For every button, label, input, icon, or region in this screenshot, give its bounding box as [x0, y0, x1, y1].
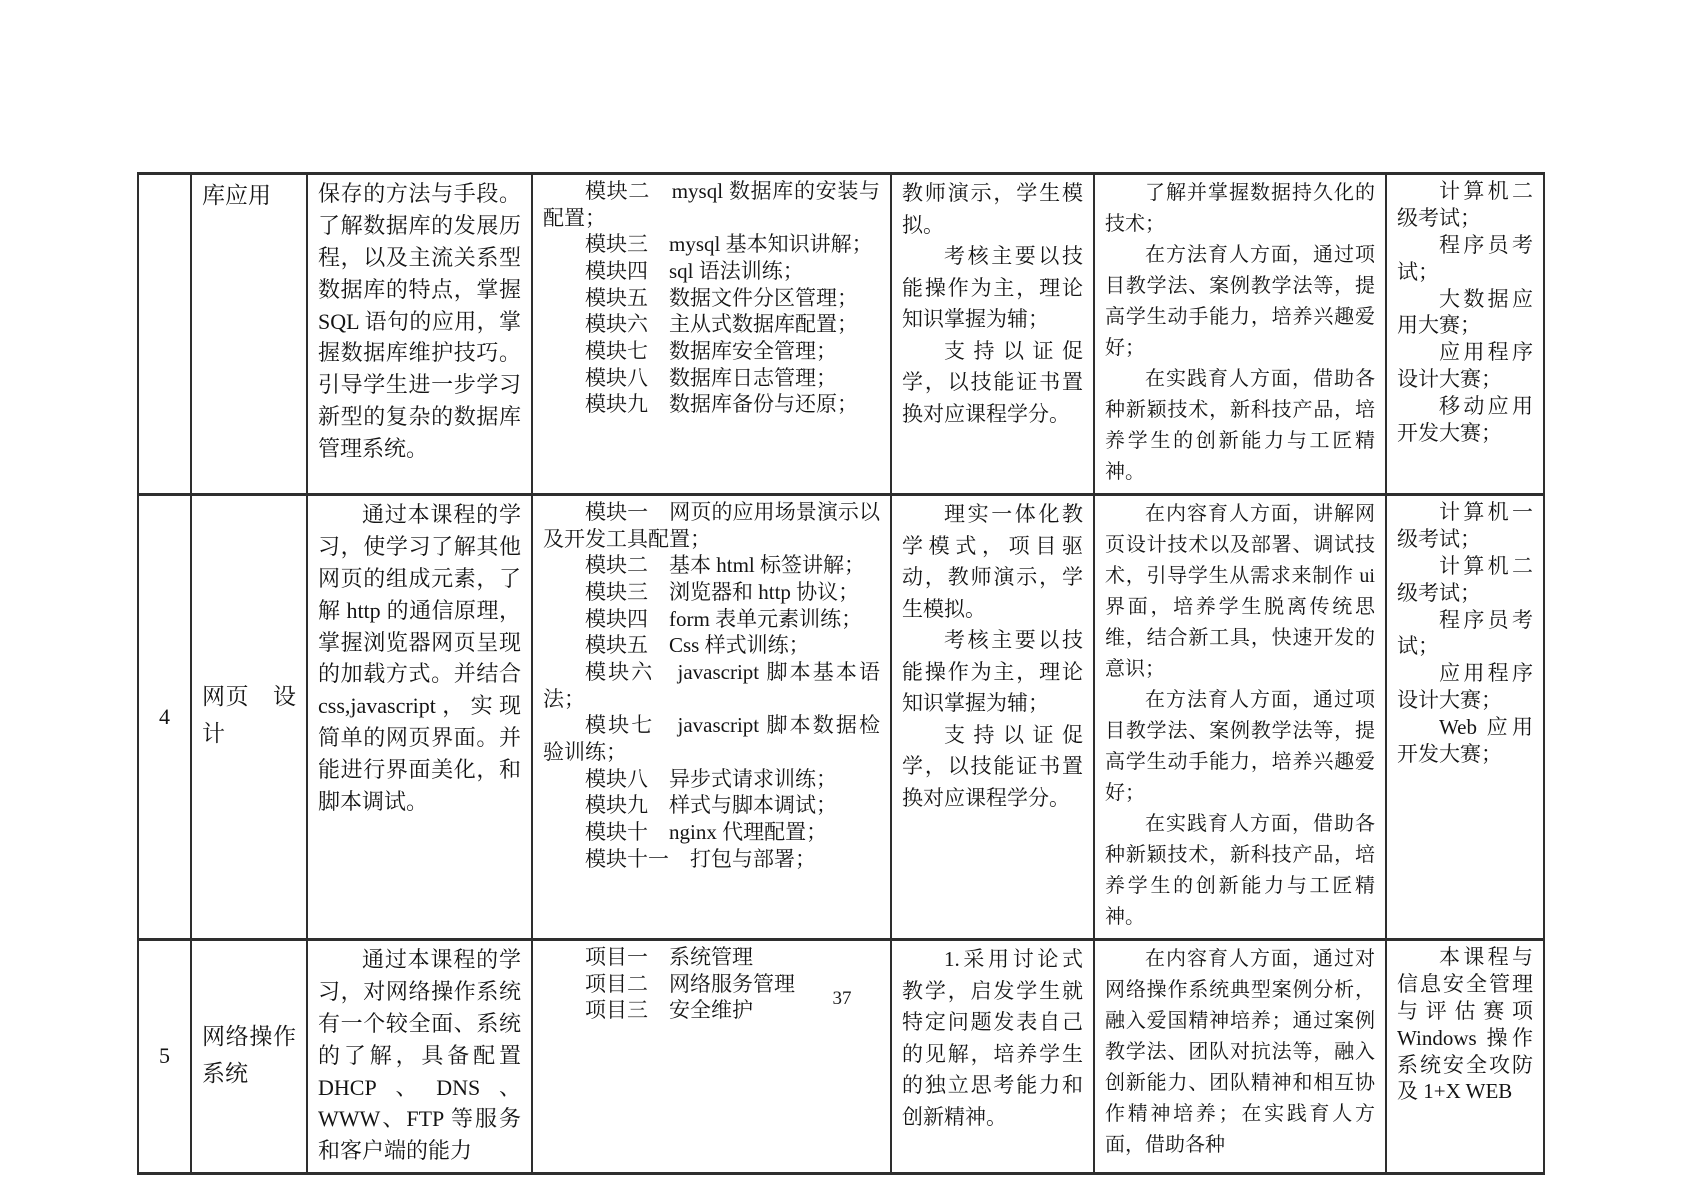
- paragraph: 理实一体化教学模式，项目驱动，教师演示，学生模拟。: [902, 502, 1083, 621]
- paragraph: 模块九 样式与脚本调试；: [585, 793, 837, 818]
- cell-description: [307, 940, 532, 1174]
- paragraph: 5: [159, 1043, 170, 1069]
- paragraph: 1.采用讨论式教学，启发学生就特定问题发表自己的见解，培养学生的独立思考能力和创新精神。: [902, 947, 1083, 1129]
- cell-exams-competitions: [1386, 495, 1544, 940]
- paragraph: 模块三 mysql 基本知识讲解；: [585, 232, 873, 257]
- cell-moral-education: [1094, 940, 1386, 1174]
- paragraph: 本课程与信息安全管理与评估赛项 Windows 操作系统安全攻防及 1+X WEB: [1397, 945, 1533, 1104]
- curriculum-table-body: [138, 174, 1544, 1174]
- paragraph: 移动应用开发大赛；: [1397, 394, 1533, 445]
- table-row: [138, 495, 1544, 940]
- curriculum-table: [137, 172, 1545, 1175]
- paragraph: 模块五 数据文件分区管理；: [585, 285, 858, 310]
- paragraph: 模块八 异步式请求训练；: [585, 766, 837, 791]
- cell-index: [138, 495, 191, 940]
- paragraph: 模块四 form 表单元素训练；: [585, 606, 863, 631]
- table-row: [138, 174, 1544, 495]
- cell-course-name: [191, 940, 307, 1174]
- paragraph: 考核主要以技能操作为主，理论知识掌握为辅；: [902, 628, 1083, 715]
- cell-description: [307, 495, 532, 940]
- cell-course-name: [191, 495, 307, 940]
- cell-exams-competitions: [1386, 174, 1544, 495]
- cell-teaching-method: [891, 174, 1094, 495]
- cell-modules: [532, 174, 891, 495]
- paragraph: 支持以证促学，以技能证书置换对应课程学分。: [902, 722, 1083, 810]
- paragraph: 程序员考试；: [1397, 232, 1533, 284]
- paragraph: 模块十 nginx 代理配置；: [585, 819, 828, 844]
- cell-moral-education: [1094, 495, 1386, 940]
- paragraph: 通过本课程的学习，对网络操作系统有一个较全面、系统的了解，具备配置 DHCP、DNS、WWW、FTP 等服务和客户端的能力: [318, 947, 521, 1164]
- paragraph: 在实践育人方面，借助各种新颖技术，新科技产品，培养学生的创新能力与工匠精神。: [1105, 813, 1375, 928]
- paragraph: 应用程序设计大赛；: [1397, 661, 1533, 713]
- page-number: 37: [832, 988, 852, 1009]
- paragraph: 模块六 主从式数据库配置；: [585, 312, 858, 337]
- paragraph: 项目二 网络服务管理: [585, 971, 795, 996]
- cell-modules: [532, 940, 891, 1174]
- paragraph: 模块十一 打包与部署；: [585, 846, 816, 871]
- paragraph: 了解并掌握数据持久化的技术；: [1105, 182, 1375, 235]
- paragraph: 考核主要以技能操作为主，理论知识掌握为辅；: [902, 244, 1083, 331]
- paragraph: 项目一 系统管理: [585, 945, 753, 969]
- paragraph: 计算机二级考试；: [1397, 179, 1533, 230]
- paragraph: 模块二 基本 html 标签讲解；: [585, 553, 866, 578]
- paragraph: Web 应用开发大赛；: [1397, 715, 1533, 766]
- paragraph: 模块九 数据库备份与还原；: [585, 392, 858, 417]
- paragraph: 网络操作系统: [202, 1023, 296, 1086]
- paragraph: 模块七 数据库安全管理；: [585, 338, 837, 363]
- paragraph: 教师演示，学生模拟。: [902, 181, 1083, 237]
- paragraph: 程序员考试；: [1397, 607, 1533, 659]
- cell-description: [307, 174, 532, 495]
- paragraph: 在方法育人方面，通过项目教学法、案例教学法等，提高学生动手能力，培养兴趣爱好；: [1105, 244, 1375, 359]
- cell-teaching-method: [891, 495, 1094, 940]
- paragraph: 库应用: [202, 183, 271, 208]
- paragraph: 4: [159, 703, 170, 729]
- paragraph: 模块四 sql 语法训练；: [585, 258, 804, 283]
- paragraph: 计算机二级考试；: [1397, 553, 1533, 605]
- paragraph: 模块二 mysql 数据库的安装与配置；: [543, 179, 880, 230]
- paragraph: 保存的方法与手段。了解数据库的发展历程，以及主流关系型数据库的特点，掌握 SQL 语句的应用，掌握数据库维护技巧。引导学生进一步学习新型的复杂的数据库管理系统。: [318, 181, 521, 462]
- cell-modules: [532, 495, 891, 940]
- paragraph: 大数据应用大赛；: [1397, 286, 1533, 338]
- cell-teaching-method: [891, 940, 1094, 1174]
- cell-course-name: [191, 174, 307, 495]
- paragraph: 项目三 安全维护: [585, 998, 753, 1023]
- paragraph: 在内容育人方面，通过对网络操作系统典型案例分析，融入爱国精神培养；通过案例教学法、团队对抗法等，融入创新能力、团队精神和相互协作精神培养；在实践育人方面，借助各种: [1105, 948, 1375, 1156]
- cell-index: [138, 940, 191, 1174]
- paragraph: 支持以证促学，以技能证书置换对应课程学分。: [902, 338, 1083, 426]
- paragraph: 计算机一级考试；: [1397, 500, 1533, 551]
- paragraph: 模块三 浏览器和 http 协议；: [585, 579, 860, 604]
- cell-exams-competitions: [1386, 940, 1544, 1174]
- paragraph: 模块六 javascript 脚本基本语法；: [543, 659, 880, 711]
- paragraph: 在内容育人方面，讲解网页设计技术以及部署、调试技术，引导学生从需求来制作 ui 界面，培养学生脱离传统思维，结合新工具，快速开发的意识；: [1105, 503, 1375, 680]
- paragraph: 模块七 javascript 脚本数据检验训练；: [543, 713, 880, 764]
- paragraph: 网页 设计: [202, 684, 296, 746]
- table-row: [138, 940, 1544, 1174]
- paragraph: 通过本课程的学习，使学习了解其他网页的组成元素，了解 http 的通信原理，掌握浏览器网页呈现的加载方式。并结合 css,javascript，实现简单的网页界面。并能进行界面美化，和脚本调试。: [318, 502, 521, 815]
- cell-index: [138, 174, 191, 495]
- paragraph: 模块一 网页的应用场景演示以及开发工具配置；: [543, 500, 880, 551]
- paragraph: 模块五 Css 样式训练；: [585, 633, 810, 658]
- cell-moral-education: [1094, 174, 1386, 495]
- paragraph: 在实践育人方面，借助各种新颖技术，新科技产品，培养学生的创新能力与工匠精神。: [1105, 368, 1375, 483]
- paragraph: 应用程序设计大赛；: [1397, 340, 1533, 392]
- paragraph: 模块八 数据库日志管理；: [585, 365, 837, 390]
- paragraph: 在方法育人方面，通过项目教学法、案例教学法等，提高学生动手能力，培养兴趣爱好；: [1105, 689, 1375, 804]
